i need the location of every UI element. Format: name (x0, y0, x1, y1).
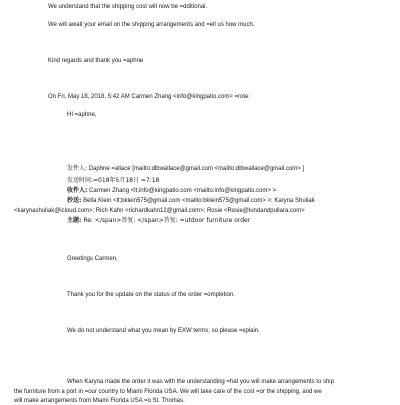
header-subject (67, 217, 250, 225)
await-email-line: We will await your email on the shipping arrangements and =ell us how much. (48, 22, 255, 28)
exw-line: We do not understand what you mean by EXW terms, so please =xplain. (67, 328, 260, 334)
regards-line: Kind regards and thank you =aphne (48, 58, 144, 64)
header-cc-continued: <karynashuliak@icloud.com>; Rich Kahn <richardkahn12@gmail.com>; Rosie <Rosie@lundandpullara.com> (14, 208, 305, 214)
header-subject-value: Re: </span>答复: </span>答复: =utdoor furniture order (81, 217, 251, 224)
header-sent-value: =018年5月18日 =7:18 (93, 177, 160, 184)
header-sent-label: 发送时间: (67, 177, 94, 184)
karyna-line-1: When Karyna made the order it was with the understanding =hat you will make arrangements to ship (67, 379, 334, 385)
header-cc-value-1: Bella Klein <lt;bklein575@gmail.com <mailto:bklein575@gmail.com> >; Karyna Shuliak (81, 198, 315, 204)
header-cc (67, 197, 315, 205)
karyna-line-2: the furniture from a port in =our country to Miami Florida USA. We will take care of the cost =or the shipping, and we (14, 389, 322, 395)
hi-line: HI =aphne, (67, 112, 97, 118)
shipping-cost-line: We understand that the shipping cost will now be =dditional. (48, 4, 208, 10)
karyna-line-3: will make arrangements from Miami Florida USA =o St. Thomas. (14, 398, 185, 404)
header-from-label: 发件人: (67, 165, 88, 172)
header-from-value: Daphne =allace [mailto:dlbwallace@gmail.com <mailto:dlbwallace@gmail.com> ] (87, 166, 305, 172)
on-date-line: On Fri, May 18, 2018, 5:42 AM Carmen Zhang <info@kingpatio.com> =rote: (48, 94, 251, 100)
thank-you-line: Thank you for the update on the status of the order =ompletion. (67, 292, 235, 298)
header-to-label: 收件人: (67, 187, 88, 194)
header-from (67, 165, 304, 173)
greetings-line: Greetings Carmen, (67, 256, 118, 262)
header-to (67, 187, 276, 195)
header-to-value: Carmen Zhang <lt;info@kingpatio.com <mailto:info@kingpatio.com> > (87, 188, 277, 194)
header-sent (67, 177, 159, 185)
header-cc-label: 抄送: (67, 197, 82, 204)
header-subject-label: 主题: (67, 217, 82, 224)
